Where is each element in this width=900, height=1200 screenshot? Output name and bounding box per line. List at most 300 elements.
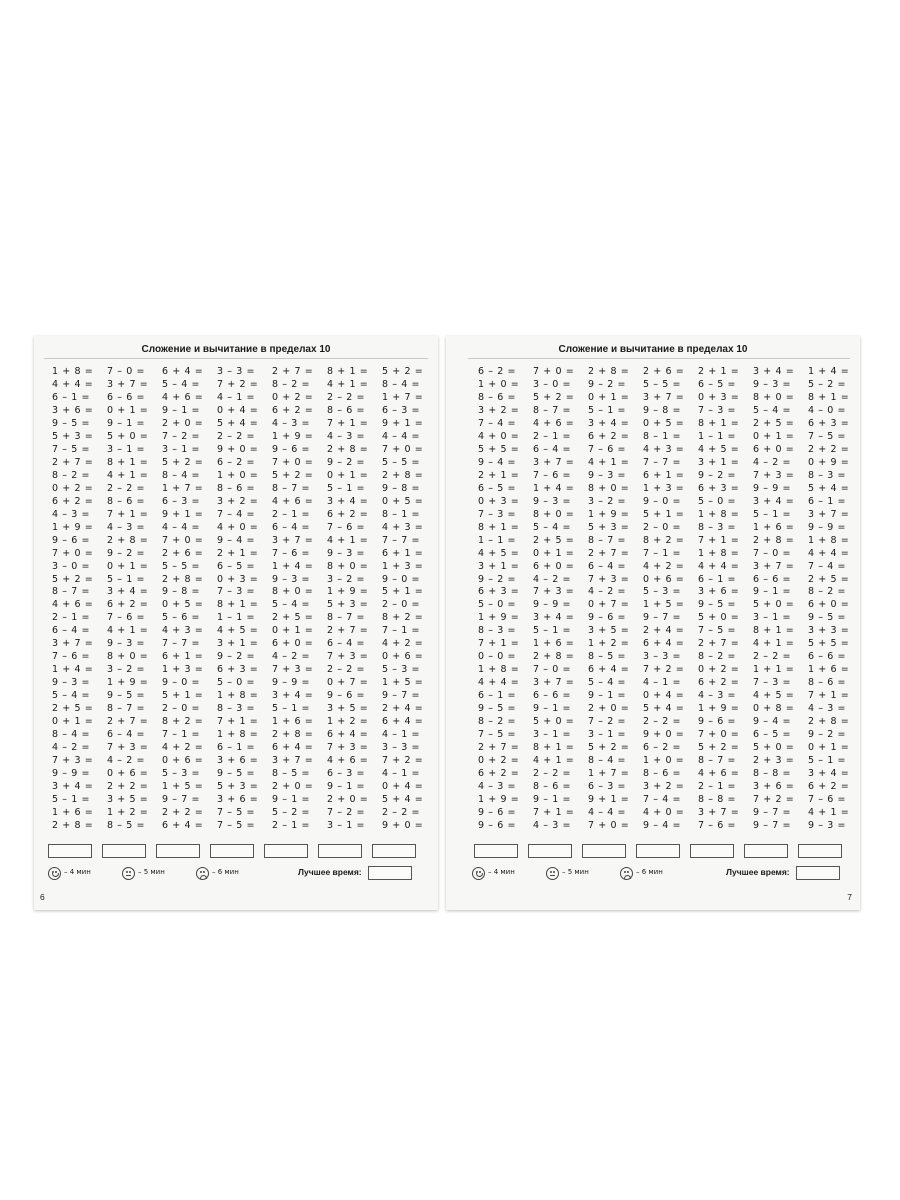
neutral-face-icon (122, 867, 135, 880)
equation-text: 3 + 4 = (588, 417, 630, 429)
equation-text: 2 + 8 = (753, 534, 795, 546)
equation-text: 3 + 1 = (478, 560, 520, 572)
equation-text: 3 + 7 = (643, 391, 685, 403)
equation-text: 7 + 1 = (327, 417, 369, 429)
equation-row (808, 729, 850, 742)
equation-row (698, 496, 740, 509)
equation-row (272, 768, 314, 781)
equation-row (698, 664, 740, 677)
time-entry-box[interactable] (744, 844, 788, 858)
equation-text: 0 + 8 = (753, 703, 795, 715)
equation-text: 8 – 3 = (217, 703, 256, 715)
equation-text: 2 + 8 = (588, 366, 630, 377)
equation-row (217, 807, 259, 820)
equation-text: 9 – 1 = (162, 404, 201, 416)
equation-row (327, 418, 369, 431)
happy-face-icon (472, 867, 485, 880)
equation-row (533, 664, 575, 677)
equation-text: 7 + 0 = (588, 819, 630, 831)
equation-text: 0 + 1 = (588, 391, 630, 403)
equation-text: 3 – 3 = (643, 651, 682, 663)
equation-row (272, 807, 314, 820)
equation-text: 4 – 4 = (382, 430, 421, 442)
equation-text: 7 + 0 = (162, 534, 204, 546)
equation-text: 3 + 7 = (698, 806, 740, 818)
time-entry-box[interactable] (474, 844, 518, 858)
equation-text: 5 – 2 = (272, 806, 311, 818)
equation-text: 4 + 4 = (52, 378, 94, 390)
equation-text: 6 + 4 = (162, 366, 204, 377)
equation-text: 2 + 8 = (52, 819, 94, 831)
equation-row (52, 379, 94, 392)
equation-row (272, 599, 314, 612)
legend-label: – 6 мин (636, 868, 663, 876)
equation-text: 4 + 3 = (643, 443, 685, 455)
equation-row (533, 392, 575, 405)
time-entry-box[interactable] (264, 844, 308, 858)
equation-row (698, 820, 740, 833)
equation-text: 8 + 1 = (753, 625, 795, 637)
equation-row (52, 470, 94, 483)
equation-row (808, 561, 850, 574)
equation-text: 9 – 9 = (533, 599, 572, 611)
equation-row (382, 535, 424, 548)
equation-text: 7 + 0 = (382, 443, 424, 455)
equation-row (533, 483, 575, 496)
equation-row (107, 807, 149, 820)
equation-row (217, 651, 259, 664)
equation-text: 9 – 7 = (643, 612, 682, 624)
equation-text: 4 – 2 = (533, 573, 572, 585)
equation-row (52, 522, 94, 535)
equation-text: 2 – 2 = (753, 651, 792, 663)
equation-row (808, 483, 850, 496)
equation-row (698, 716, 740, 729)
equation-row (753, 638, 795, 651)
equation-text: 2 – 2 = (107, 482, 146, 494)
time-entry-box[interactable] (798, 844, 842, 858)
equation-text: 0 + 4 = (643, 690, 685, 702)
equation-row (327, 379, 369, 392)
equation-text: 5 – 5 = (382, 456, 421, 468)
equation-text: 3 – 2 = (588, 495, 627, 507)
equation-row (533, 755, 575, 768)
equation-row (162, 729, 204, 742)
equation-text: 0 + 1 = (272, 625, 314, 637)
equation-text: 2 + 7 = (107, 716, 149, 728)
equation-text: 5 – 3 = (643, 586, 682, 598)
equation-row (698, 431, 740, 444)
equation-text: 3 – 0 = (52, 560, 91, 572)
equation-text: 6 – 1 = (478, 690, 517, 702)
equation-text: 6 – 3 = (327, 768, 366, 780)
best-time-box[interactable] (368, 866, 412, 880)
equation-text: 3 + 1 = (698, 456, 740, 468)
legend-label: – 6 мин (212, 868, 239, 876)
equation-text: 1 + 5 = (643, 599, 685, 611)
equation-text: 6 – 2 = (643, 742, 682, 754)
equation-text: 7 – 6 = (52, 651, 91, 663)
equation-row (753, 444, 795, 457)
equation-row (753, 612, 795, 625)
equation-row (382, 768, 424, 781)
equation-text: 4 + 5 = (217, 625, 259, 637)
equation-text: 3 + 1 = (217, 638, 259, 650)
equation-text: 0 + 2 = (272, 391, 314, 403)
equation-row (533, 807, 575, 820)
equation-text: 5 + 4 = (808, 482, 850, 494)
equation-text: 2 + 7 = (588, 547, 630, 559)
equation-text: 4 + 1 = (533, 755, 575, 767)
time-entry-box[interactable] (528, 844, 572, 858)
equation-row (382, 522, 424, 535)
equation-text: 6 – 5 = (698, 378, 737, 390)
equation-text: 1 + 8 = (52, 366, 94, 377)
equation-row (643, 431, 685, 444)
equation-row (643, 599, 685, 612)
equation-text: 3 – 1 = (162, 443, 201, 455)
equation-text: 9 – 6 = (588, 612, 627, 624)
equation-text: 2 + 0 = (162, 417, 204, 429)
equation-text: 6 + 0 = (753, 443, 795, 455)
equation-row (533, 405, 575, 418)
equation-text: 9 – 6 = (478, 806, 517, 818)
equation-row (272, 586, 314, 599)
equation-text: 3 + 5 = (588, 625, 630, 637)
equation-row (478, 379, 520, 392)
equation-row (478, 366, 520, 379)
equation-row (327, 755, 369, 768)
equation-row (643, 690, 685, 703)
equation-row (162, 651, 204, 664)
equation-text: 0 + 1 = (107, 404, 149, 416)
equation-text: 0 + 3 = (698, 391, 740, 403)
equation-text: 8 – 3 = (478, 625, 517, 637)
page-number: 6 (40, 892, 45, 902)
equation-row (533, 612, 575, 625)
equation-text: 3 + 7 = (808, 508, 850, 520)
equation-text: 7 + 1 = (698, 534, 740, 546)
equation-text: 1 + 2 = (107, 806, 149, 818)
equation-text: 9 – 8 = (162, 586, 201, 598)
equation-text: 5 – 2 = (808, 378, 847, 390)
equation-row (217, 522, 259, 535)
equation-row (698, 444, 740, 457)
equation-row (478, 820, 520, 833)
time-entry-box[interactable] (690, 844, 734, 858)
equation-row (107, 690, 149, 703)
equation-row (162, 703, 204, 716)
equation-text: 5 – 1 = (107, 573, 146, 585)
equation-row (327, 742, 369, 755)
time-entry-box[interactable] (210, 844, 254, 858)
equation-row (533, 548, 575, 561)
time-entry-box[interactable] (318, 844, 362, 858)
equation-text: 9 + 0 = (643, 729, 685, 741)
equation-row (162, 470, 204, 483)
equation-row (162, 509, 204, 522)
equation-row (272, 781, 314, 794)
equation-row (643, 457, 685, 470)
equation-row (643, 651, 685, 664)
equation-row (478, 742, 520, 755)
equation-row (107, 405, 149, 418)
equation-text: 9 + 1 = (382, 417, 424, 429)
time-legend (34, 865, 438, 883)
equation-text: 1 + 7 = (588, 768, 630, 780)
equation-text: 1 + 9 = (107, 677, 149, 689)
equation-row (643, 612, 685, 625)
equation-row (643, 664, 685, 677)
equation-text: 0 + 7 = (588, 599, 630, 611)
equation-text: 5 + 3 = (327, 599, 369, 611)
equation-row (107, 431, 149, 444)
equation-row (588, 677, 630, 690)
time-legend (446, 865, 860, 883)
equation-row (217, 574, 259, 587)
equation-text: 8 – 6 = (478, 391, 517, 403)
equation-text: 8 – 6 = (327, 404, 366, 416)
equation-row (162, 405, 204, 418)
legend-label: – 5 мин (138, 868, 165, 876)
equation-text: 3 + 7 = (753, 560, 795, 572)
equation-text: 8 – 7 = (107, 703, 146, 715)
equation-text: 5 – 1 = (533, 625, 572, 637)
equation-row (753, 405, 795, 418)
equation-text: 7 – 7 = (162, 638, 201, 650)
equation-row (588, 522, 630, 535)
equation-text: 8 + 1 = (698, 417, 740, 429)
equation-row (753, 781, 795, 794)
equation-text: 8 – 2 = (478, 716, 517, 728)
equation-row (478, 807, 520, 820)
equation-text: 6 + 1 = (162, 651, 204, 663)
equation-text: 2 + 5 = (808, 573, 850, 585)
equation-row (52, 690, 94, 703)
equation-row (107, 470, 149, 483)
page-title: Сложение и вычитание в пределах 10 (558, 344, 748, 355)
equation-row (382, 548, 424, 561)
equation-row (272, 431, 314, 444)
equation-row (753, 522, 795, 535)
equation-row (643, 794, 685, 807)
equation-row (808, 392, 850, 405)
equation-row (478, 431, 520, 444)
equation-row (327, 405, 369, 418)
equation-row (533, 574, 575, 587)
equation-text: 2 + 7 = (272, 366, 314, 377)
equation-text: 3 + 4 = (107, 586, 149, 598)
equation-row (533, 457, 575, 470)
equation-row (533, 651, 575, 664)
equation-row (52, 638, 94, 651)
equation-row (162, 638, 204, 651)
equation-text: 6 + 1 = (382, 547, 424, 559)
equation-row (107, 664, 149, 677)
equation-row (808, 366, 850, 379)
equation-text: 9 – 1 = (272, 794, 311, 805)
equation-text: 6 – 6 = (107, 391, 146, 403)
equation-text: 7 – 7 = (382, 534, 421, 546)
equation-row (533, 638, 575, 651)
equation-text: 8 + 1 = (478, 521, 520, 533)
equation-text: 0 + 1 = (808, 742, 850, 754)
equation-row (107, 483, 149, 496)
equation-text: 2 + 6 = (162, 547, 204, 559)
equation-row (588, 574, 630, 587)
equation-row (162, 820, 204, 833)
equation-row (162, 574, 204, 587)
time-entry-box[interactable] (582, 844, 626, 858)
equation-row (533, 781, 575, 794)
equation-row (753, 535, 795, 548)
equation-row (107, 599, 149, 612)
equation-row (217, 768, 259, 781)
equation-row (162, 807, 204, 820)
equation-row (217, 794, 259, 807)
time-entry-box[interactable] (372, 844, 416, 858)
equation-row (162, 781, 204, 794)
equation-row (162, 677, 204, 690)
equation-row (382, 807, 424, 820)
equation-text: 5 – 5 = (162, 560, 201, 572)
equation-text: 4 + 2 = (382, 638, 424, 650)
equation-text: 1 + 6 = (808, 664, 850, 676)
equation-row (588, 548, 630, 561)
equation-text: 5 – 3 = (382, 664, 421, 676)
equation-row (808, 509, 850, 522)
equation-text: 4 – 1 = (643, 677, 682, 689)
equation-row (643, 522, 685, 535)
equation-text: 1 + 4 = (533, 482, 575, 494)
equation-row (753, 625, 795, 638)
equation-text: 6 + 2 = (272, 404, 314, 416)
equation-row (382, 820, 424, 833)
time-entry-box[interactable] (636, 844, 680, 858)
equation-row (52, 807, 94, 820)
equation-row (808, 535, 850, 548)
equation-text: 8 + 0 = (533, 508, 575, 520)
equation-text: 2 + 4 = (643, 625, 685, 637)
equation-text: 6 – 3 = (382, 404, 421, 416)
equation-text: 9 – 6 = (327, 690, 366, 702)
page-title: Сложение и вычитание в пределах 10 (141, 344, 331, 355)
equation-text: 5 + 4 = (217, 417, 259, 429)
equation-text: 4 – 2 = (52, 742, 91, 754)
equation-row (272, 703, 314, 716)
equation-row (162, 418, 204, 431)
equation-text: 8 – 6 = (643, 768, 682, 780)
equation-text: 8 – 8 = (698, 794, 737, 805)
equation-row (272, 561, 314, 574)
equation-text: 1 + 5 = (382, 677, 424, 689)
equation-row (52, 677, 94, 690)
equation-text: 4 + 6 = (698, 768, 740, 780)
equation-row (753, 690, 795, 703)
equation-row (327, 625, 369, 638)
equation-text: 1 + 9 = (52, 521, 94, 533)
equation-row (327, 548, 369, 561)
equation-text: 7 + 2 = (753, 794, 795, 805)
equation-row (588, 690, 630, 703)
equation-text: 3 + 4 = (52, 781, 94, 793)
equation-row (588, 366, 630, 379)
equation-text: 6 + 4 = (162, 819, 204, 831)
equation-row (52, 548, 94, 561)
equation-row (808, 586, 850, 599)
equation-row (808, 418, 850, 431)
equation-text: 6 + 4 = (327, 729, 369, 741)
equation-text: 4 – 1 = (382, 768, 421, 780)
equation-row (588, 703, 630, 716)
equation-text: 8 – 6 = (533, 781, 572, 793)
equation-text: 7 – 6 = (698, 819, 737, 831)
equation-text: 4 + 1 = (808, 806, 850, 818)
equation-row (808, 496, 850, 509)
equation-text: 5 + 5 = (808, 638, 850, 650)
equation-row (217, 457, 259, 470)
equation-text: 9 – 6 = (478, 819, 517, 831)
equation-row (217, 470, 259, 483)
equation-text: 3 + 2 = (217, 495, 259, 507)
equation-text: 8 – 4 = (162, 469, 201, 481)
equation-text: 6 + 2 = (478, 768, 520, 780)
equation-row (533, 366, 575, 379)
equation-row (52, 535, 94, 548)
equation-row (217, 729, 259, 742)
equation-text: 0 + 1 = (52, 716, 94, 728)
time-entry-box[interactable] (102, 844, 146, 858)
equation-text: 7 + 1 = (217, 716, 259, 728)
equation-text: 8 – 5 = (588, 651, 627, 663)
equation-row (478, 755, 520, 768)
equation-text: 4 – 3 = (272, 417, 311, 429)
equation-row (478, 625, 520, 638)
time-entry-box[interactable] (48, 844, 92, 858)
equation-row (52, 561, 94, 574)
equation-row (753, 366, 795, 379)
equation-text: 6 + 0 = (808, 599, 850, 611)
equation-row (272, 729, 314, 742)
equation-text: 9 – 1 = (588, 690, 627, 702)
equation-row (478, 535, 520, 548)
best-time-box[interactable] (796, 866, 840, 880)
equation-text: 6 – 3 = (588, 781, 627, 793)
equation-text: 9 – 3 = (808, 819, 847, 831)
equation-text: 4 – 1 = (382, 729, 421, 741)
equation-text: 2 + 5 = (753, 417, 795, 429)
equation-text: 1 + 8 = (698, 508, 740, 520)
legend-label: – 5 мин (562, 868, 589, 876)
equation-text: 2 – 2 = (327, 664, 366, 676)
equation-text: 0 + 2 = (52, 482, 94, 494)
equation-row (698, 755, 740, 768)
equation-row (162, 690, 204, 703)
time-entry-box[interactable] (156, 844, 200, 858)
equation-row (272, 716, 314, 729)
equation-text: 9 – 4 = (217, 534, 256, 546)
equation-row (217, 664, 259, 677)
equation-row (382, 690, 424, 703)
equation-row (643, 574, 685, 587)
equation-row (107, 535, 149, 548)
equation-row (52, 418, 94, 431)
equation-row (107, 612, 149, 625)
equation-text: 5 – 6 = (162, 612, 201, 624)
equation-row (478, 768, 520, 781)
equation-text: 9 + 1 = (162, 508, 204, 520)
equation-row (698, 599, 740, 612)
